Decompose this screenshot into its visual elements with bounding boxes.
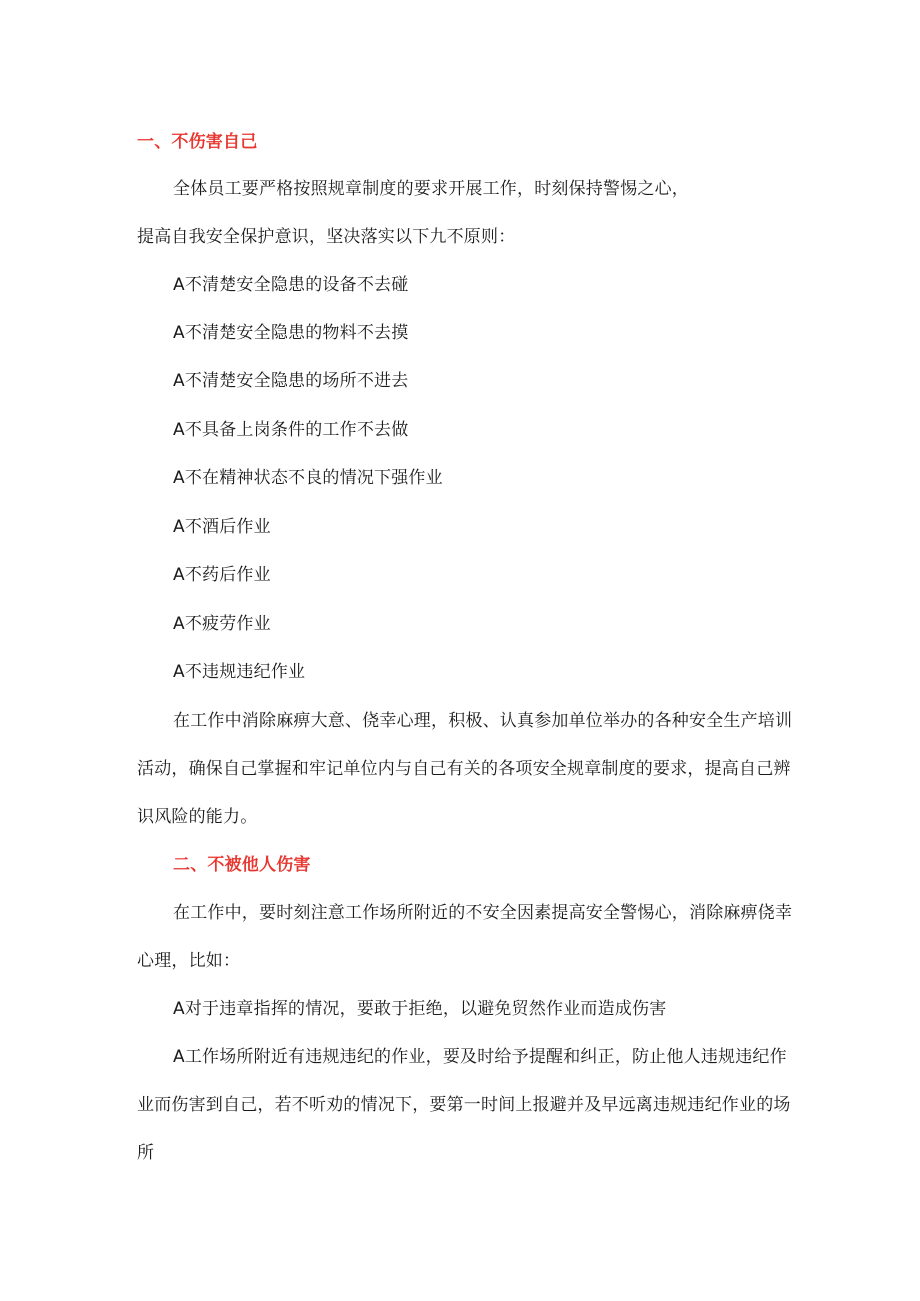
section2-item2-line2: 业而伤害到自己，若不听劝的情况下，要第一时间上报避并及早远离违规违纪作业的场 bbox=[137, 1095, 791, 1115]
principle-item: A不违规违纪作业 bbox=[173, 662, 306, 682]
principle-item: A不在精神状态不良的情况下强作业 bbox=[173, 468, 443, 488]
section1-heading: 一、不伤害自己 bbox=[137, 132, 258, 152]
section1-closing-line1: 在工作中消除麻痹大意、侥幸心理，积极、认真参加单位举办的各种安全生产培训 bbox=[173, 711, 793, 731]
section1-closing-line2: 活动，确保自己掌握和牢记单位内与自己有关的各项安全规章制度的要求，提高自己辨 bbox=[137, 759, 791, 779]
principle-item: A不药后作业 bbox=[173, 565, 271, 585]
section2-intro-line1: 在工作中，要时刻注意工作场所附近的不安全因素提高安全警惕心，消除麻痹侥幸 bbox=[173, 903, 793, 923]
principle-item: A不清楚安全隐患的设备不去碰 bbox=[173, 275, 409, 295]
section1-closing-line3: 识风险的能力。 bbox=[137, 807, 258, 827]
principle-item: A不清楚安全隐患的场所不进去 bbox=[173, 371, 409, 391]
principle-item: A不酒后作业 bbox=[173, 517, 271, 537]
principle-item: A不清楚安全隐患的物料不去摸 bbox=[173, 323, 409, 343]
section2-item2-line1: A工作场所附近有违规违纪的作业，要及时给予提醒和纠正，防止他人违规违纪作 bbox=[173, 1047, 787, 1067]
section2-item2-line3: 所 bbox=[137, 1143, 155, 1163]
section2-item1: A对于违章指挥的情况，要敢于拒绝，以避免贸然作业而造成伤害 bbox=[173, 999, 667, 1019]
section2-heading: 二、不被他人伤害 bbox=[173, 855, 311, 875]
principle-item: A不疲劳作业 bbox=[173, 614, 271, 634]
section1-intro-line2: 提高自我安全保护意识，坚决落实以下九不原则： bbox=[137, 227, 516, 247]
section2-intro-line2: 心理，比如： bbox=[137, 951, 241, 971]
section1-intro-line1: 全体员工要严格按照规章制度的要求开展工作，时刻保持警惕之心， bbox=[173, 179, 689, 199]
principle-item: A不具备上岗条件的工作不去做 bbox=[173, 420, 409, 440]
